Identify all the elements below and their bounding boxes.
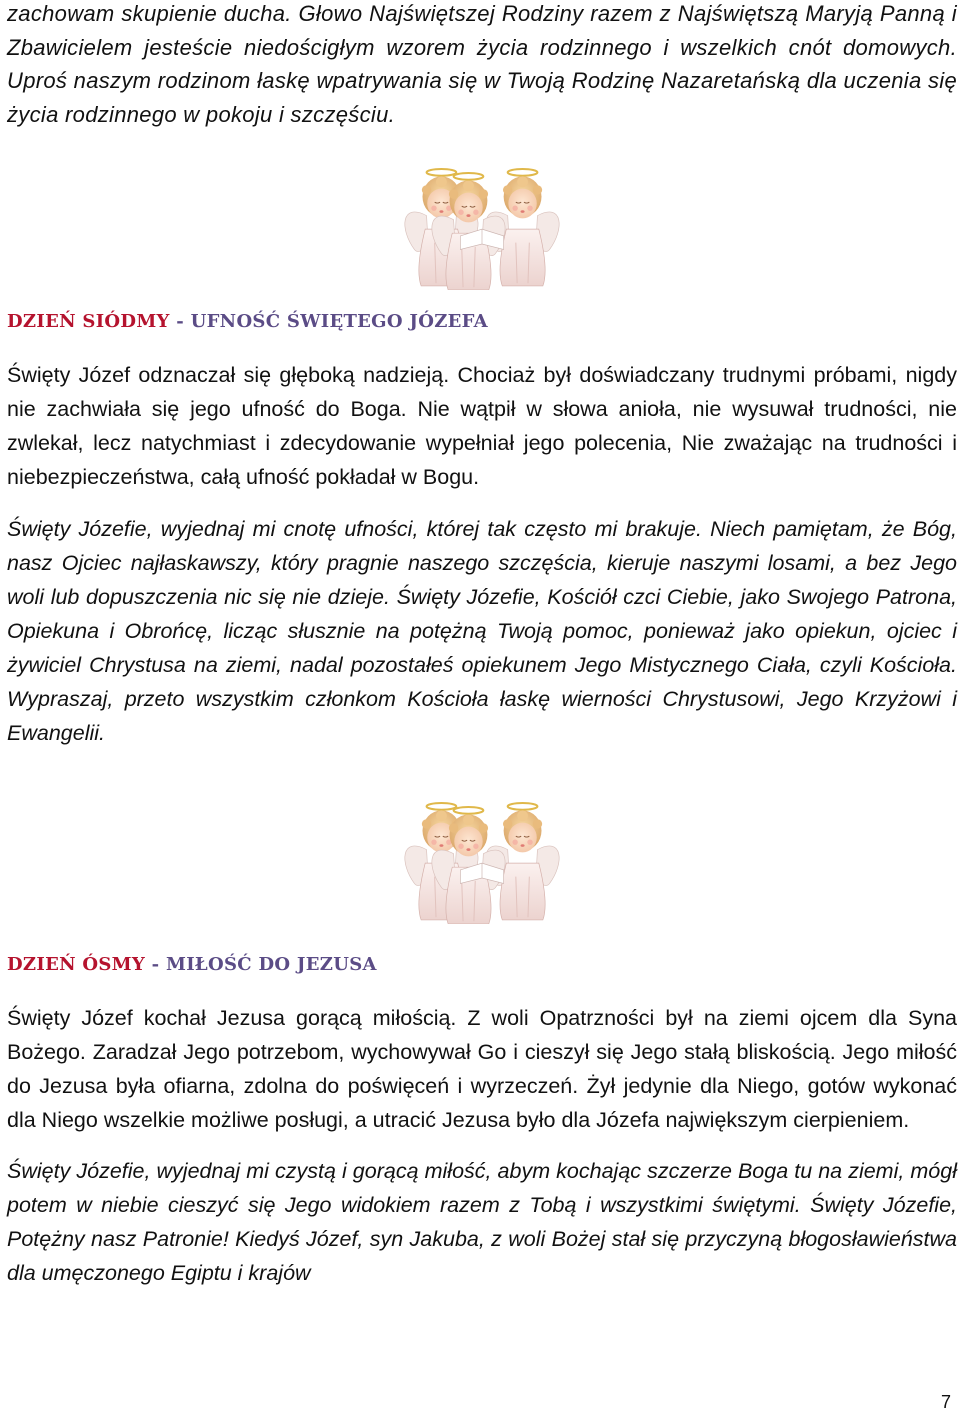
day8-heading [7,954,957,975]
three-singing-angels-illustration [342,782,622,924]
day8-topic: MIŁOŚĆ DO JEZUSA [165,954,377,975]
page-number: 7 [940,1392,951,1412]
day7-day-label: DZIEŃ SIÓDMY [7,311,170,332]
document-page [7,0,957,1290]
day8-body: Święty Józef kochał Jezusa gorącą miłością. Z woli Opatrzności był na ziemi ojcem dla Syna Bożego. Zaradzał Jego potrzebom, wychowywał Go i cieszył się Jego stałą bliskością. Jego miłość do Jezusa była ofiarna, zdolna do poświęceń i wyrzeczeń. Żył jedynie dla Niego, gotów wykonać dla Niego wszelkie możliwe posługi, a utracić Jezusa było dla Józefa największym cierpieniem. [7,1006,957,1132]
day8-prayer: Święty Józefie, wyjednaj mi czystą i gorącą miłość, abym kochając szczerze Boga tu na ziemi, mógł potem w niebie cieszyć się Jego widokiem razem z Tobą i wszystkimi świętymi. Święty Józefie, Potężny nasz Patronie! Kiedyś Józef, syn Jakuba, z woli Bożej stał się przyczyną błogosławieństwa dla umęczonego Egiptu i krajów [7,1159,957,1285]
day8-separator: - [145,954,166,975]
day7-prayer: Święty Józefie, wyjednaj mi cnotę ufności, której tak często mi brakuje. Niech pamiętam, że Bóg, nasz Ojciec najłaskawszy, który pragnie naszego szczęścia, kieruje naszymi losami, a bez Jego woli lub dopuszczenia nic się nie dzieje. Święty Józefie, Kościół czci Ciebie, jako Swojego Patrona, Opiekuna i Obrońcę, licząc słusznie na potężną Twoją pomoc, ponieważ jako opiekun, ojciec i żywiciel Chrystusa na ziemi, nadal pozostałeś opiekunem Jego Mistycznego Ciała, czyli Kościoła. Wypraszaj, przeto wszystkim członkom Kościoła łaskę wierności Chrystusowi, Jego Krzyżowi i Ewangelii. [7,517,957,745]
intro-paragraph: zachowam skupienie ducha. Głowo Najświętszej Rodziny razem z Najświętszą Maryją Panną i Zbawicielem jesteście niedościgłym wzorem życia rodzinnego i wszelkich cnót domowych. Uproś naszym rodzinom łaskę wpatrywania się w Twoją Rodzinę Nazaretańską dla uczenia się życia rodzinnego w pokoju i szczęściu. [7,1,957,127]
day8-day-label: DZIEŃ ÓSMY [7,954,146,975]
three-singing-angels-illustration [342,148,622,290]
day7-heading [7,311,957,332]
day7-topic: UFNOŚĆ ŚWIĘTEGO JÓZEFA [190,311,488,332]
day7-body: Święty Józef odznaczał się głęboką nadzieją. Chociaż był doświadczany trudnymi próbami, nigdy nie zachwiała się jego ufność do Boga. Nie wątpił w słowa anioła, nie wysuwał trudności, nie zwlekał, lecz natychmiast i zdecydowanie wypełniał jego polecenia, Nie zważając na trudności i niebezpieczeństwa, całą ufność pokładał w Bogu. [7,363,957,489]
day7-separator: - [169,311,191,332]
